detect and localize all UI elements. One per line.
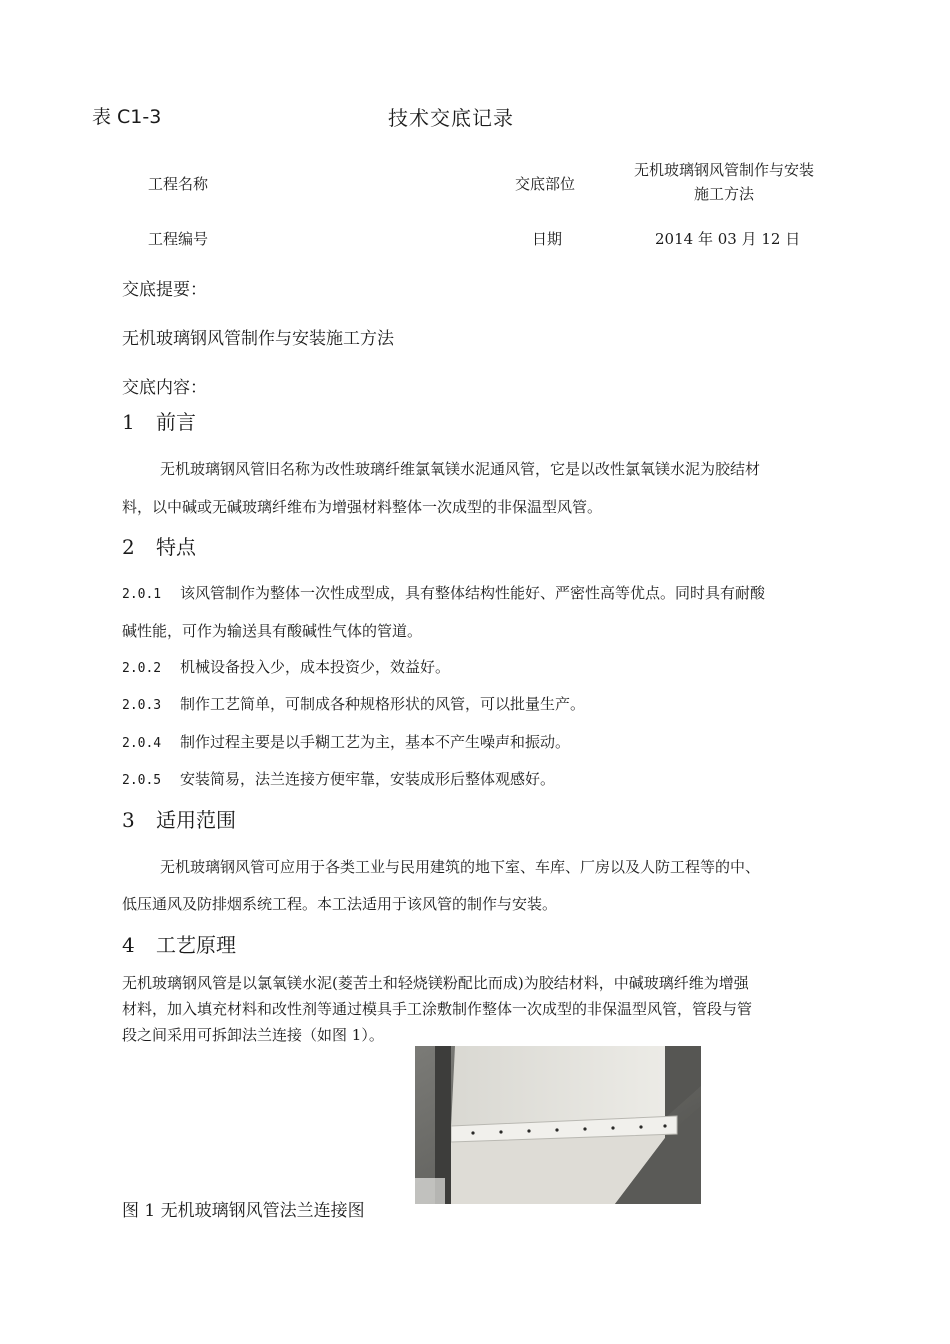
list-item-continued: 碱性能，可作为输送具有酸碱性气体的管道。	[122, 622, 423, 640]
project-name-label: 工程名称	[148, 175, 209, 193]
item-text: 制作过程主要是以手糊工艺为主，基本不产生噪声和振动。	[180, 733, 571, 751]
list-item	[122, 656, 450, 677]
section-number: 1	[122, 410, 135, 434]
section-title: 前言	[156, 410, 196, 434]
duct-flange-photo	[415, 1046, 701, 1204]
section-number: 4	[122, 933, 135, 957]
summary-text: 无机玻璃钢风管制作与安装施工方法	[122, 329, 394, 349]
section-heading	[122, 406, 196, 435]
paragraph-line: 无机玻璃钢风管可应用于各类工业与民用建筑的地下室、车库、厂房以及人防工程等的中、	[160, 858, 761, 876]
item-number: 2.0.2	[122, 661, 162, 676]
paragraph-line: 段之间采用可拆卸法兰连接（如图 1）。	[122, 1026, 384, 1044]
item-text: 机械设备投入少，成本投资少，效益好。	[180, 658, 451, 676]
location-value-line1: 无机玻璃钢风管制作与安装	[633, 161, 814, 179]
item-number: 2.0.4	[122, 736, 162, 751]
item-number: 2.0.1	[122, 587, 162, 602]
section-heading	[122, 531, 196, 560]
section-title: 适用范围	[156, 808, 236, 832]
paragraph-line: 无机玻璃钢风管旧名称为改性玻璃纤维氯氧镁水泥通风管，它是以改性氯氧镁水泥为胶结材	[160, 460, 761, 478]
date-label: 日期	[532, 230, 563, 248]
project-no-label: 工程编号	[148, 230, 209, 248]
content-label: 交底内容：	[122, 378, 207, 398]
document-title: 技术交底记录	[388, 106, 514, 130]
figure-caption: 图 1 无机玻璃钢风管法兰连接图	[122, 1201, 365, 1221]
form-code: 表 C1-3	[92, 106, 162, 128]
paragraph-line: 低压通风及防排烟系统工程。本工法适用于该风管的制作与安装。	[122, 895, 558, 913]
item-text: 制作工艺简单，可制成各种规格形状的风管，可以批量生产。	[180, 695, 586, 713]
duct-flange-illustration	[415, 1046, 701, 1204]
item-text: 该风管制作为整体一次性成型成，具有整体结构性能好、严密性高等优点。同时具有耐酸	[180, 584, 766, 602]
date-value: 2014 年 03 月 12 日	[655, 230, 801, 248]
paragraph-line: 材料，加入填充材料和改性剂等通过模具手工涂敷制作整体一次成型的非保温型风管，管段与管	[122, 1000, 753, 1018]
item-text: 安装简易，法兰连接方便牢靠，安装成形后整体观感好。	[180, 770, 556, 788]
location-value	[622, 158, 826, 206]
section-heading	[122, 929, 236, 958]
list-item	[122, 731, 570, 752]
section-heading	[122, 804, 236, 833]
section-number: 2	[122, 535, 135, 559]
location-value-line2: 施工方法	[693, 185, 754, 203]
paragraph-line: 无机玻璃钢风管是以氯氧镁水泥(菱苦土和轻烧镁粉配比而成)为胶结材料，中碱玻璃纤维为增强	[122, 974, 749, 992]
summary-label: 交底提要：	[122, 280, 207, 300]
item-number: 2.0.3	[122, 698, 162, 713]
paragraph-line: 料，以中碱或无碱玻璃纤维布为增强材料整体一次成型的非保温型风管。	[122, 498, 603, 516]
list-item	[122, 693, 585, 714]
list-item	[122, 582, 765, 603]
section-number: 3	[122, 808, 135, 832]
section-title: 工艺原理	[156, 933, 236, 957]
item-number: 2.0.5	[122, 773, 162, 788]
list-item	[122, 768, 555, 789]
location-label: 交底部位	[515, 175, 576, 193]
section-title: 特点	[156, 535, 196, 559]
